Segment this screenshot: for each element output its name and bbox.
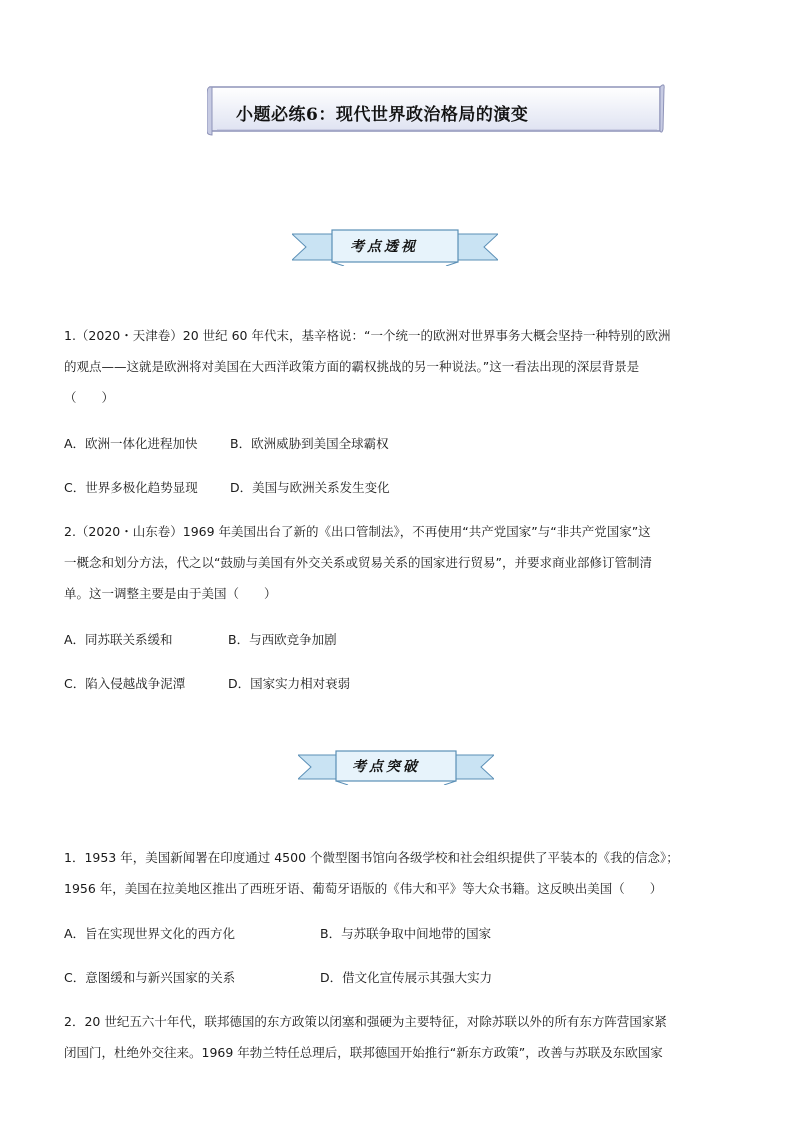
q3-option-a[interactable]: A．旨在实现世界文化的西方化 [64,926,236,941]
q2-option-c[interactable]: C．陷入侵越战争泥潭 [64,676,186,691]
q3-option-b[interactable]: B．与苏联争取中间地带的国家 [320,926,492,941]
q1-option-c[interactable]: C．世界多极化趋势显现 [64,480,198,495]
question-3 [64,842,734,904]
question-4-line-2: 闭国门，杜绝外交往来。1969 年勃兰特任总理后，联邦德国开始推行“新东方政策”，改善与苏联及东欧国家 [64,1045,663,1060]
question-1 [64,320,734,413]
q2-option-a[interactable]: A．同苏联关系缓和 [64,632,173,647]
question-2 [64,516,734,609]
question-2-line-3: 单。这一调整主要是由于美国（ ） [64,586,277,601]
question-4 [64,1006,734,1068]
q2-option-b[interactable]: B．与西欧竞争加剧 [228,632,337,647]
q3-option-c[interactable]: C．意图缓和与新兴国家的关系 [64,970,236,985]
question-1-line-1: 1.（2020・天津卷）20 世纪 60 年代末，基辛格说：“一个统一的欧洲对世界事务大概会坚持一种特别的欧洲 [64,328,671,343]
question-1-line-3: （ ） [64,390,115,405]
question-1-line-2: 的观点——这就是欧洲将对美国在大西洋政策方面的霸权挑战的另一种说法。”这一看法出现的深层背景是 [64,359,640,374]
q1-option-d[interactable]: D．美国与欧洲关系发生变化 [230,480,390,495]
page-title: 小题必练6：现代世界政治格局的演变 [236,105,529,125]
question-3-line-2: 1956 年，美国在拉美地区推出了西班牙语、葡萄牙语版的《伟大和平》等大众书籍。这反映出美国（ ） [64,881,663,896]
q1-option-b[interactable]: B．欧洲威胁到美国全球霸权 [230,436,389,451]
question-2-line-1: 2.（2020・山东卷）1969 年美国出台了新的《出口管制法》，不再使用“共产党国家”与“非共产党国家”这 [64,524,651,539]
section-label-2: 考点突破 [352,759,420,775]
question-4-line-1: 2．20 世纪五六十年代，联邦德国的东方政策以闭塞和强硬为主要特征，对除苏联以外的所有东方阵营国家紧 [64,1014,667,1029]
section-label-1: 考点透视 [350,239,418,255]
q3-option-d[interactable]: D．借文化宣传展示其强大实力 [320,970,493,985]
question-2-line-2: 一概念和划分方法，代之以“鼓励与美国有外交关系或贸易关系的国家进行贸易”，并要求商业部修订管制清 [64,555,652,570]
question-3-line-1: 1．1953 年，美国新闻署在印度通过 4500 个微型图书馆向各级学校和社会组织提供了平装本的《我的信念》； [64,850,679,865]
q1-option-a[interactable]: A．欧洲一体化进程加快 [64,436,198,451]
q2-option-d[interactable]: D．国家实力相对衰弱 [228,676,351,691]
